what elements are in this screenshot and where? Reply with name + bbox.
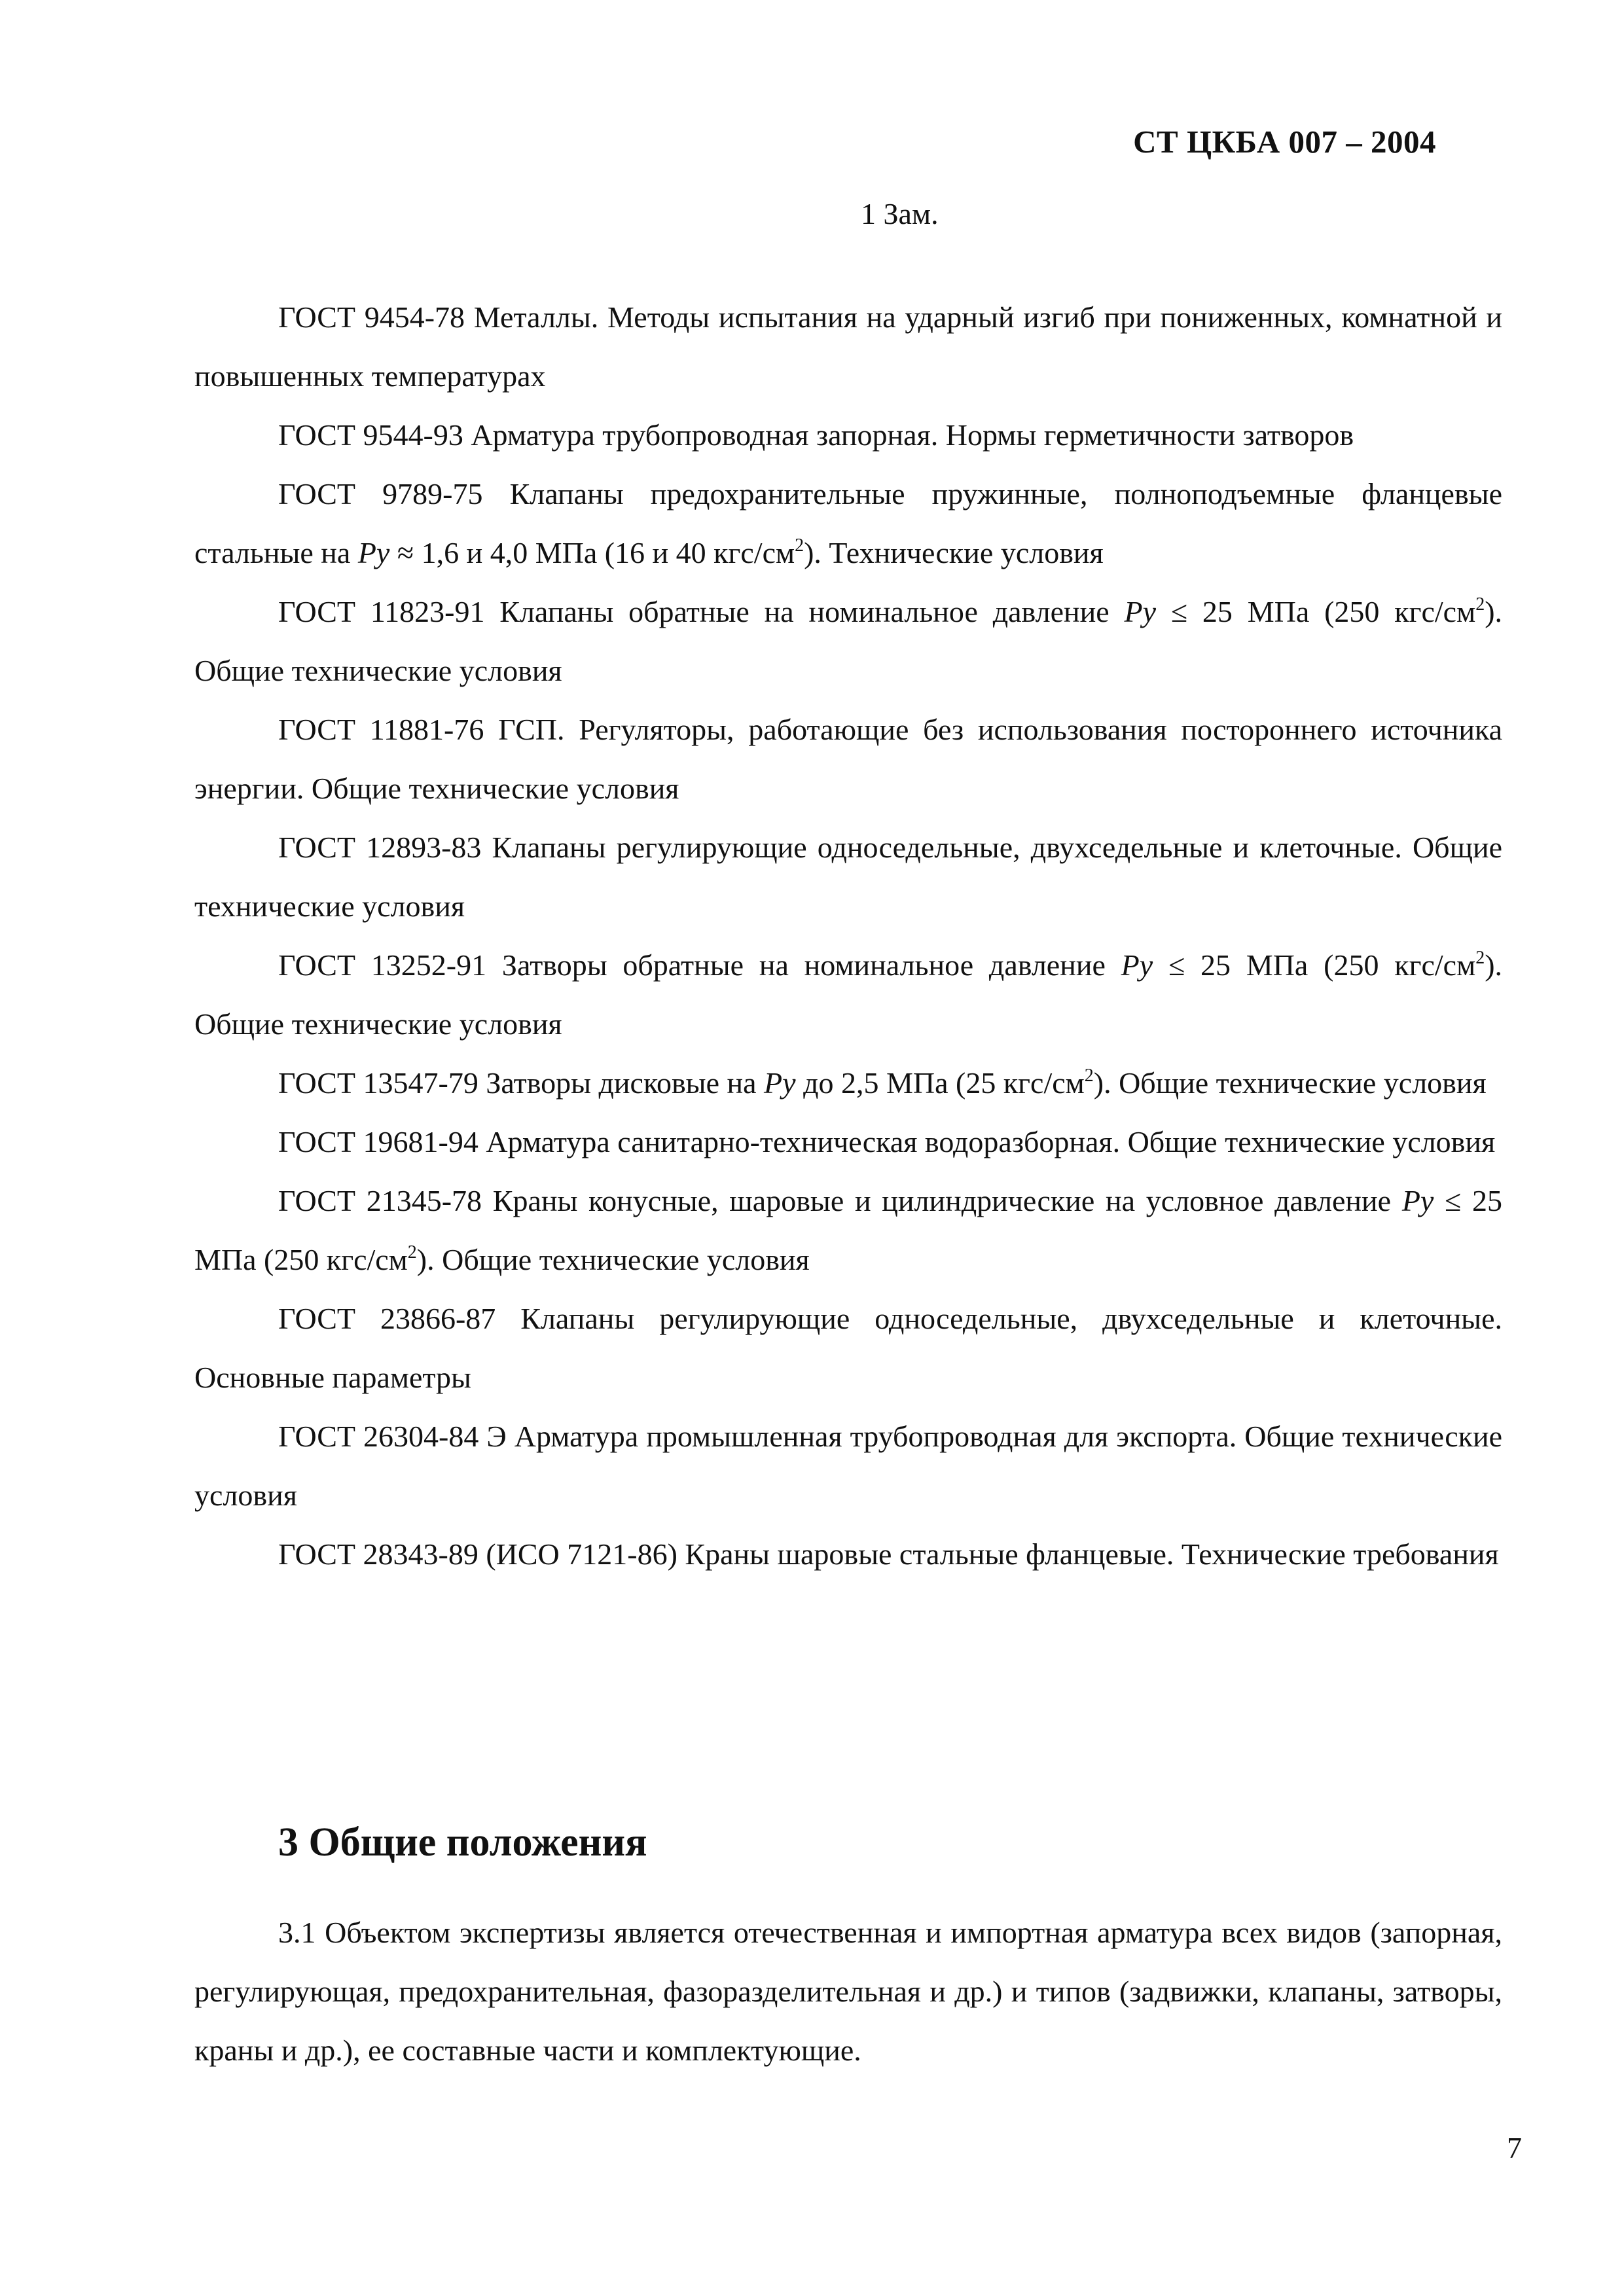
superscript: 2 — [1475, 594, 1485, 615]
reference-code: ГОСТ 11881-76 — [278, 713, 484, 746]
reference-text: ГСП. Регуляторы, работающие без использования постороннего источника энергии. Общие технические условия — [194, 713, 1503, 805]
reference-text: ≤ 25 МПа (250 кгс/см — [194, 1184, 1503, 1276]
superscript: 2 — [1475, 948, 1485, 968]
reference-entry — [194, 1054, 1502, 1113]
reference-text: Арматура трубопроводная запорная. Нормы герметичности затворов — [471, 418, 1354, 452]
reference-entry — [194, 1172, 1502, 1289]
reference-code: ГОСТ 19681-94 — [278, 1125, 478, 1158]
superscript: 2 — [1084, 1066, 1094, 1086]
reference-text: Клапаны регулирующие односедельные, двухседельные и клеточные. Общие технические условия — [194, 831, 1503, 923]
reference-text: Затворы обратные на номинальное давление — [501, 948, 1121, 982]
reference-code: ГОСТ 28343-89 (ИСО 7121-86) — [278, 1537, 677, 1571]
reference-entry — [194, 700, 1502, 818]
reference-text: ). Технические условия — [804, 536, 1104, 569]
reference-code: ГОСТ 21345-78 — [278, 1184, 482, 1217]
reference-entry — [194, 1289, 1502, 1407]
reference-code: ГОСТ 9454-78 — [278, 300, 465, 334]
normative-references-list — [194, 288, 1502, 1584]
reference-text: Клапаны предохранительные пружинные, полноподъемные фланцевые стальные на — [194, 477, 1503, 569]
reference-entry — [194, 1407, 1502, 1525]
reference-entry — [194, 406, 1502, 465]
reference-text: Арматура санитарно-техническая водоразборная. Общие технические условия — [486, 1125, 1496, 1158]
section-paragraph: 3.1 Объектом экспертизы является отечественная и импортная арматура всех видов (запорная, регулирующая, предохранительная, фазоразделительная и др.) и типов (задвижки, клапаны, затворы, краны и др.), ее составные части и комплектующие. — [194, 1916, 1502, 2067]
reference-code: ГОСТ 11823-91 — [278, 595, 485, 628]
reference-code: ГОСТ 9544-93 — [278, 418, 463, 452]
superscript: 2 — [407, 1242, 417, 1263]
reference-code: ГОСТ 13252-91 — [278, 948, 487, 982]
reference-code: ГОСТ 12893-83 — [278, 831, 482, 864]
reference-entry — [194, 582, 1502, 700]
reference-code: ГОСТ 13547-79 — [278, 1066, 478, 1100]
reference-text: Клапаны регулирующие односедельные, двухседельные и клеточные. Основные параметры — [194, 1302, 1503, 1394]
reference-text: ). Общие технические условия — [194, 948, 1503, 1041]
reference-entry — [194, 1113, 1502, 1172]
reference-entry — [194, 465, 1502, 582]
reference-text: ≤ 25 МПа (250 кгс/см — [1156, 595, 1476, 628]
reference-text: Затворы дисковые на — [486, 1066, 765, 1100]
reference-code: ГОСТ 23866-87 — [278, 1302, 496, 1335]
italic-symbol: Ру — [1121, 948, 1153, 982]
reference-text: Краны конусные, шаровые и цилиндрические на условное давление — [492, 1184, 1402, 1217]
reference-entry — [194, 818, 1502, 936]
reference-code: ГОСТ 26304-84 Э — [278, 1420, 507, 1453]
reference-entry — [194, 936, 1502, 1054]
reference-text: Краны шаровые стальные фланцевые. Технические требования — [685, 1537, 1499, 1571]
reference-text: ≤ 25 МПа (250 кгс/см — [1153, 948, 1476, 982]
reference-text: ). Общие технические условия — [416, 1243, 810, 1276]
reference-text: Арматура промышленная трубопроводная для экспорта. Общие технические условия — [194, 1420, 1502, 1512]
section-heading: 3 Общие положения — [278, 1820, 647, 1865]
document-code: СТ ЦКБА 007 – 2004 — [1133, 124, 1436, 160]
reference-text: ). Общие технические условия — [194, 595, 1503, 687]
reference-text: Металлы. Методы испытания на ударный изгиб при пониженных, комнатной и повышенных температурах — [194, 300, 1503, 393]
reference-text: ≈ 1,6 и 4,0 МПа (16 и 40 кгс/см — [389, 536, 795, 569]
reference-code: ГОСТ 9789-75 — [278, 477, 483, 511]
italic-symbol: Ру — [1124, 595, 1157, 628]
italic-symbol: Ру — [764, 1066, 796, 1100]
amendment-note: 1 Зам. — [861, 197, 939, 230]
reference-text: Клапаны обратные на номинальное давление — [499, 595, 1125, 628]
reference-entry — [194, 1525, 1502, 1584]
reference-entry — [194, 288, 1502, 406]
page-number: 7 — [1507, 2131, 1522, 2164]
superscript: 2 — [795, 535, 804, 556]
italic-symbol: Ру — [1401, 1184, 1434, 1217]
italic-symbol: Ру — [357, 536, 390, 569]
reference-text: до 2,5 МПа (25 кгс/см — [795, 1066, 1085, 1100]
reference-text: ). Общие технические условия — [1093, 1066, 1487, 1100]
